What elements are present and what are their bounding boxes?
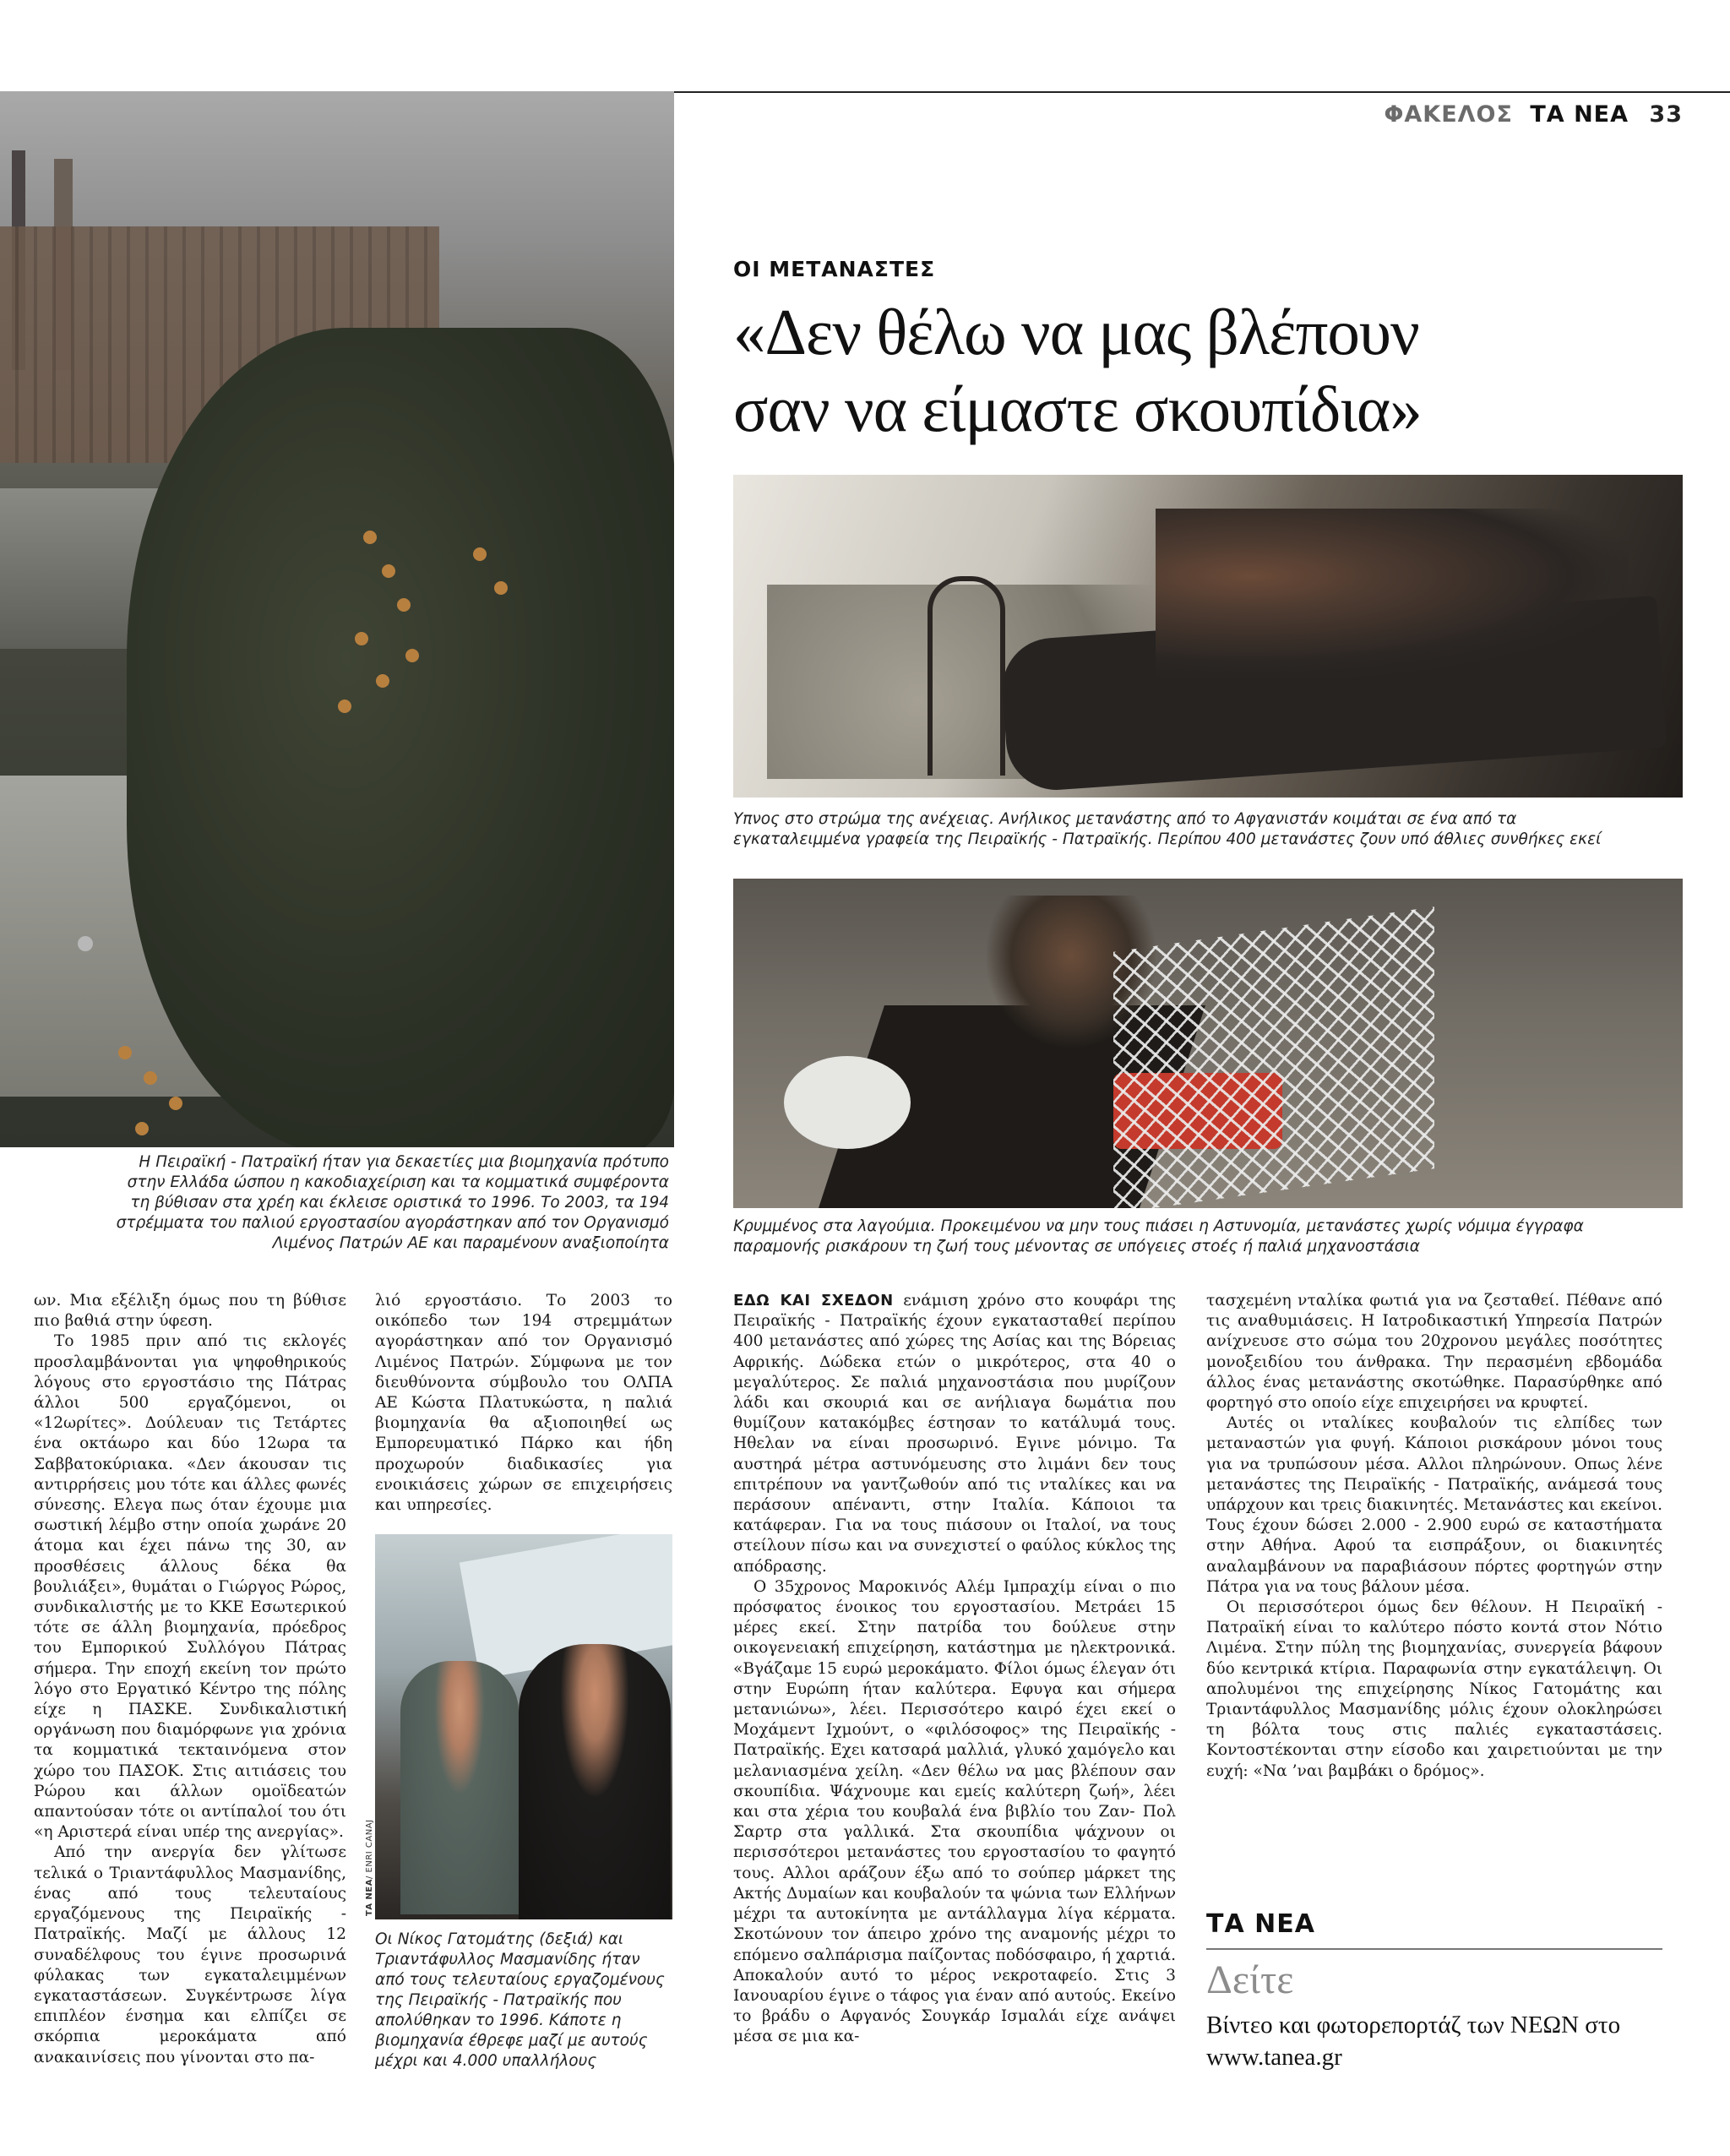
sleeping-photo-caption: Υπνος στο στρώμα της ανέχειας. Ανήλικος μετανάστης από το Αφγανιστάν κοιμάται σε ένα από τα εγκαταλειμμένα γραφεία της Πειραϊκής - Πατραϊκής. Περίπου 400 μετανάστες ζουν υπό άθλιες συνθήκες εκεί bbox=[733, 810, 1602, 848]
article-column-1: ων. Μια εξέλιξη όμως που τη βύθισε πιο βαθιά στην ύφεση. Το 1985 πριν από τις εκλογές προσλαμβάνονται για ψηφοθηρικούς λόγους στο εργοστάσιο της Πάτρας άλλοι 500 εργαζόμενοι, οι «12ωρίτες». Δούλευαν τις Τετάρτες ένα οκτάωρο και δύο 12ωρα τα Σαββατοκύριακα. «Δεν άκουσαν τις αντιρρήσεις μου τότε και άλλες φωνές σύνεσης. Ελεγα πως όταν έχουμε μια σωστική λέμβο στην οποία χωράνε 20 άτομα και έχει πάνω της 30, αν προσθέσεις άλλους δέκα θα βουλιάξει», θυμάται ο Γιώργος Ρώρος, συνδικαλιστής με το ΚΚΕ Εσωτερικού τότε σε άλλη βιομηχανία, πρόεδρος του Εμπορικού Συλλόγου Πάτρας σήμερα. Την εποχή εκείνη τον πρώτο λόγο στο Εργατικό Κέντρο της πόλης είχε η ΠΑΣΚΕ. Συνδικαλιστική οργάνωση που διαμόρφωνε για χρόνια τα κομματικά τεκταινόμενα στον χώρο του ΠΑΣΟΚ. Στις αιτιάσεις του Ρώρου και άλλων ομοϊδεατών απαντούσαν τότε οι αντίπαλοί του ότι «η Αριστερά είναι υπέρ της ανεργίας». Από την ανεργία δεν γλίτωσε τελικά ο Τριαντάφυλλος Μασμανίδης, ένας από τους τελευταίους εργαζόμενους της Πειραϊκής - Πατραϊκής. Μαζί με άλλους 12 συναδέλφους του έγινε προσωρινά φύλακας των εγκαταλειμμένων εγκαταστάσεων. Συγκέντρωσε λίγα επιπλέον ένσημα και ελπίζει σε σκόρπια μεροκάματα από ανακαινίσεις που γίνονται στο πα- bbox=[34, 1292, 346, 2066]
article-column-4: τασχεμένη νταλίκα φωτιά για να ζεσταθεί. Πέθανε από τις αναθυμιάσεις. Η Ιατροδικαστική Υπηρεσία Πατρών ανίχνευσε στο σώμα του 20χρονου μεγάλες ποσότητες μονοξειδίου του άνθρακα. Την περασμένη εβδομάδα άλλος ένας μετανάστης σκοτώθηκε. Παρασύρθηκε από φορτηγό στο οποίο είχε επιχειρήσει να κρυφτεί. Αυτές οι νταλίκες κουβαλούν τις ελπίδες των μεταναστών για φυγή. Κάποιοι ρισκάρουν μόνοι τους για να τρυπώσουν μέσα. Αλλοι πληρώνουν. Οπως λένε μετανάστες της Πειραϊκής - Πατραϊκής, ανάμεσά τους υπάρχουν και τρεις διακινητές. Μετανάστες και εκείνοι. Τους έχουν δώσει 2.000 - 2.900 ευρώ σε καταστήματα στην Αθήνα. Αφού τα εισπράξουν, οι διακινητές αναλαμβάνουν να παραβιάσουν πόρτες φορτηγών στην Πάτρα για να τους βάλουν μέσα. Οι περισσότεροι όμως δεν θέλουν. Η Πειραϊκή - Πατραϊκή είναι το καλύτερο πόστο κοντά στον Νότιο Λιμένα. Στην πύλη της βιομηχανίας, συνεργεία βάφουν δύο κεντρικά κτίρια. Παραφωνία στην εγκατάλειψη. Οι απολυμένοι της επιχείρησης Νίκος Γατομάτης και Τριαντάφυλλος Μασμανίδης μόλις έχουν ολοκληρώσει τη βόλτα τους στις παλιές εγκαταστάσεις. Κοντοστέκονται στην είσοδο και χαιρετιούνται με την ευχή: «Να ’ναι βαμβάκι ο δρόμος». bbox=[1206, 1292, 1662, 1780]
section-label: ΦΑΚΕΛΟΣ bbox=[1384, 101, 1513, 128]
tunnel-photo-caption: Κρυμμένος στα λαγούμια. Προκειμένου να μην τους πιάσει η Αστυνομία, μετανάστες χωρίς νόμιμα έγγραφα παραμονής ρισκάρουν τη ζωή τους μένοντας σε υπόγειες στοές ή παλιά μηχανοστάσια bbox=[733, 1217, 1584, 1255]
tree-shape bbox=[127, 328, 674, 1147]
promo-url-link[interactable]: www.tanea.gr bbox=[1206, 2044, 1342, 2071]
promo-rule bbox=[1206, 1948, 1662, 1950]
fruit-shape bbox=[397, 598, 411, 612]
tunnel-migrant-photo bbox=[733, 879, 1683, 1208]
wire-mesh-shape bbox=[1113, 906, 1434, 1208]
article-kicker: ΟΙ ΜΕΤΑΝΑΣΤΕΣ bbox=[733, 257, 936, 281]
chair-shape bbox=[928, 576, 1005, 776]
fruit-shape bbox=[118, 1046, 132, 1059]
fruit-shape bbox=[473, 547, 487, 561]
factory-photo-caption: Η Πειραϊκή - Πατραϊκή ήταν για δεκαετίες μια βιομηχανία πρότυπο στην Ελλάδα ώσπου η κακοδιαχείριση και τα κομματικά συμφέροντα τη βύθισαν στα χρέη και έκλεισε οριστικά το 1996. Το 2003, τα 194 στρέμματα του παλιού εργοστασίου αγοράστηκαν από τον Οργανισμό Λιμένος Πατρών ΑΕ και παραμένουν αναξιοποίητα bbox=[116, 1153, 669, 1252]
promo-brand: ΤΑ ΝΕΑ bbox=[1206, 1909, 1315, 1939]
fruit-shape bbox=[338, 700, 351, 713]
fruit-shape bbox=[169, 1097, 182, 1110]
article-column-3: ΕΔΩ ΚΑΙ ΣΧΕΔΟΝ ενάμιση χρόνο στο κουφάρι της Πειραϊκής - Πατραϊκής έχουν εγκατασταθεί περίπου 400 μετανάστες από χώρες της Ασίας και της Βόρειας Αφρικής. Δώδεκα ετών ο μικρότερος, στα 40 ο μεγαλύτερος. Σε παλιά μηχανοστάσια που μυρίζουν λάδι και σκουριά και σε ανήλιαγα δωμάτια που θυμίζουν κατακόμβες έστησαν το κατάλυμά τους. Ηθελαν να είναι προσωρινό. Εγινε μόνιμο. Τα αυστηρά μέτρα αστυνόμευσης στο λιμάνι δεν τους επιτρέπουν να γαντζωθούν από τις νταλίκες και να περάσουν απέναντι, στην Ιταλία. Κάποιοι τα κατάφεραν. Για να τους πιάσουν οι Ιταλοί, να τους στείλουν πίσω και να συνεχιστεί ο φαύλος κύκλος της απόδρασης. Ο 35χρονος Μαροκινός Αλέμ Ιμπραχίμ είναι ο πιο πρόσφατος ένοικος του εργοστασίου. Μετράει 15 μέρες εκεί. Στην πατρίδα του δούλευε στην οικογενειακή επιχείρηση, κατάστημα με ηλεκτρονικά. «Βγάζαμε 15 ευρώ μεροκάματο. Φίλοι όμως έλεγαν ότι στην Ευρώπη ήταν καλύτερα. Εφυγα και σήμερα μετανιώνω», λέει. Περισσότερο καιρό έχει εκεί ο Μοχάμεντ Ιχμούντ, ο «φιλόσοφος» της Πειραϊκής - Πατραϊκής. Εχει κατσαρά μαλλιά, γλυκό χαμόγελο και μελανιασμένα χείλη. «Δεν θέλω να μας βλέπουν σαν σκουπίδια. Ψάχνουμε και εμείς καλύτερη ζωή», λέει και στα χέρια του κουβαλά ένα βιβλίο του Ζαν- Πολ Σαρτρ στα γαλλικά. Στα σκουπίδια ψάχνουν οι περισσότεροι μετανάστες του εργοστασίου το φαγητό τους. Αλλοι αράζουν έξω από το σούπερ μάρκετ της Ακτής Δυμαίων και κουβαλούν τα ψώνια των Ελλήνων μέχρι τα αυτοκίνητα με αντάλλαγμα λίγα κέρματα. Σκοτώνουν τον άπειρο χρόνο της αναμονής μέχρι το επόμενο σαλπάρισμα παίζοντας ποδόσφαιρο, ή χαρτιά. Αποκαλούν αυτό το μέρος νεκροταφείο. Στις 3 Ιανουαρίου έγινε ο τάφος για έναν από αυτούς. Εκείνο το βράδυ ο Αφγανός Σουγκάρ Ισμαλάι είχε ανάψει μέσα σε μια κα- bbox=[733, 1292, 1176, 2046]
fruit-shape bbox=[363, 531, 377, 544]
former-workers-photo bbox=[375, 1534, 672, 1919]
sleeping-person-shape bbox=[1156, 509, 1629, 678]
newspaper-brand: ΤΑ ΝΕΑ bbox=[1530, 101, 1629, 128]
shoe-shape bbox=[784, 1056, 911, 1149]
promo-text: Βίντεο και φωτορεπορτάζ των ΝΕΩΝ στο www.tanea.gr bbox=[1206, 2009, 1696, 2073]
fruit-shape bbox=[376, 674, 389, 688]
article-headline: «Δεν θέλω να μας βλέπουν σαν να είμαστε σκουπίδια» bbox=[733, 296, 1422, 445]
fruit-shape bbox=[405, 649, 419, 662]
fruit-shape bbox=[135, 1122, 149, 1135]
fruit-shape bbox=[382, 564, 395, 578]
workers-photo-caption: Οι Νίκος Γατομάτης (δεξιά) και Τριαντάφυλλος Μασμανίδης ήταν από τους τελευταίους εργαζομένους της Πειραϊκής - Πατραϊκής που απολύθηκαν το 1996. Κάποτε η βιομηχανία έθρεφε μαζί με αυτούς μέχρι και 4.000 υπαλλήλους bbox=[375, 1930, 665, 2070]
fruit-shape bbox=[355, 632, 368, 645]
lead-in: ΕΔΩ ΚΑΙ ΣΧΕΔΟΝ bbox=[733, 1292, 894, 1309]
factory-photo bbox=[0, 91, 674, 1147]
fruit-shape bbox=[144, 1071, 157, 1085]
worker-shape bbox=[400, 1661, 519, 1914]
article-column-2: λιό εργοστάσιο. Το 2003 το οικόπεδο των 194 στρεμμάτων αγοράστηκαν από τον Οργανισμό Λιμένος Πατρών. Σύμφωνα με τον διευθύνοντα σύμβουλο του ΟΛΠΑ ΑΕ Κώστα Πλατυκώστα, η παλιά βιομηχανία θα αξιοποιηθεί ως Εμπορευματικό Πάρκο και ήδη προχωρούν διαδικασίες για ενοικιάσεις χώρων σε επιχειρήσεις και υπηρεσίες. bbox=[375, 1292, 672, 1515]
page-header bbox=[1384, 101, 1683, 128]
page-number: 33 bbox=[1649, 101, 1683, 128]
fruit-shape bbox=[494, 581, 508, 595]
promo-title: Δείτε bbox=[1206, 1957, 1294, 2002]
wall-sign-shape bbox=[78, 936, 93, 951]
photo-credit: ΤΑ ΝΕΑ/ ENRI CANAJ bbox=[365, 1819, 374, 1916]
worker-shape bbox=[519, 1644, 671, 1919]
sleeping-migrant-photo bbox=[733, 475, 1683, 798]
